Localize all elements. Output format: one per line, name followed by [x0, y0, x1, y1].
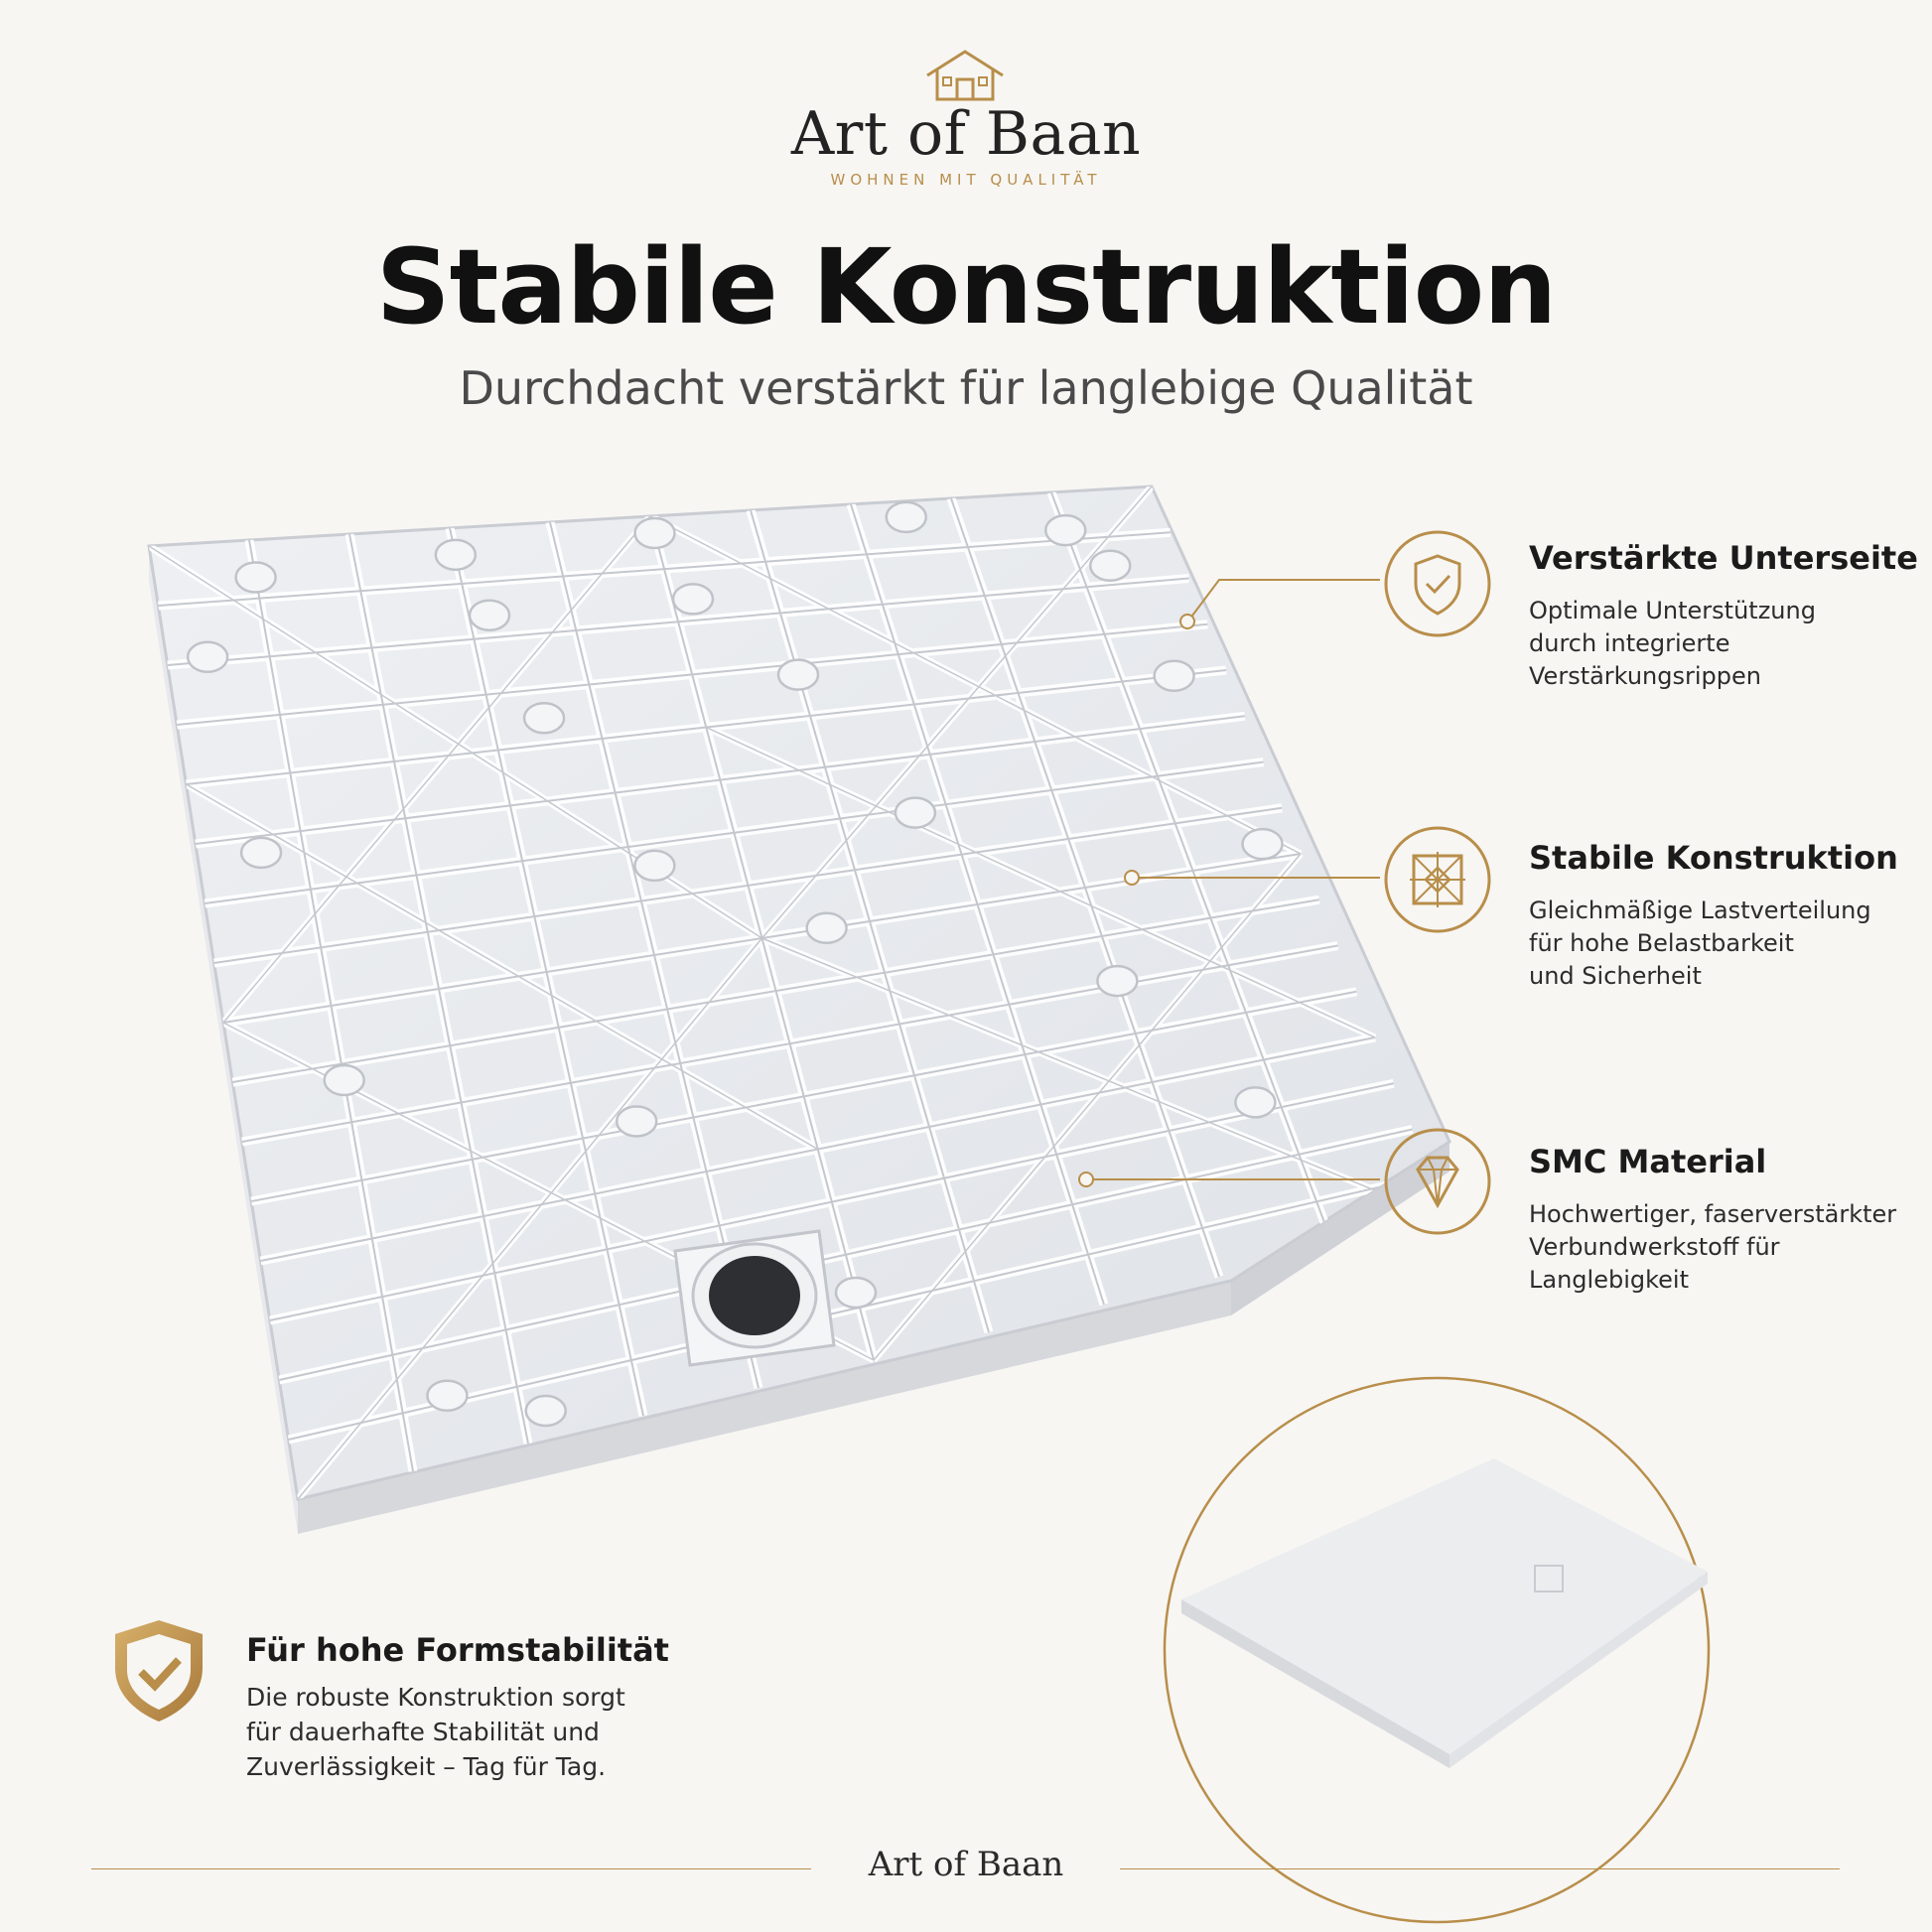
feature-description: Gleichmäßige Lastverteilung für hohe Belastbarkeit und Sicherheit: [1529, 897, 1871, 990]
bottom-feature-title: Für hohe Formstabilität: [246, 1631, 669, 1669]
feature-title: Stabile Konstruktion: [1529, 839, 1898, 877]
house-outline-icon: [923, 48, 1007, 103]
brand-name: Art of Baan: [790, 99, 1142, 169]
feature-description: Hochwertiger, faserverstärkter Verbundwerkstoff für Langlebigkeit: [1529, 1200, 1897, 1294]
gold-shield-check-icon: [109, 1616, 208, 1725]
feature-title: SMC Material: [1529, 1143, 1767, 1180]
footer-brand-name: Art of Baan: [868, 1845, 1064, 1884]
page-subtitle: Durchdacht verstärkt für langlebige Qualität: [459, 361, 1473, 415]
diamond-icon: [1382, 1126, 1493, 1237]
page-title: Stabile Konstruktion: [375, 226, 1557, 347]
feature-title: Verstärkte Unterseite: [1529, 539, 1918, 577]
drain-hole-icon: [675, 1231, 834, 1365]
brand-tagline: WOHNEN MIT QUALITÄT: [830, 171, 1102, 189]
bottom-feature-description: Die robuste Konstruktion sorgt für dauerhafte Stabilität und Zuverlässigkeit – Tag für Tag.: [246, 1683, 625, 1781]
feature-stable-construction: [1529, 838, 1926, 993]
feature-description: Optimale Unterstützung durch integrierte Verstärkungsrippen: [1529, 597, 1816, 690]
structure-frame-icon: [1382, 824, 1493, 935]
feature-reinforced-underside: [1529, 538, 1926, 693]
feature-smc-material: [1529, 1142, 1926, 1297]
shield-check-icon: [1382, 528, 1493, 639]
tray-top-view-inset: [1162, 1375, 1713, 1926]
bottom-feature-form-stability: [246, 1630, 762, 1784]
